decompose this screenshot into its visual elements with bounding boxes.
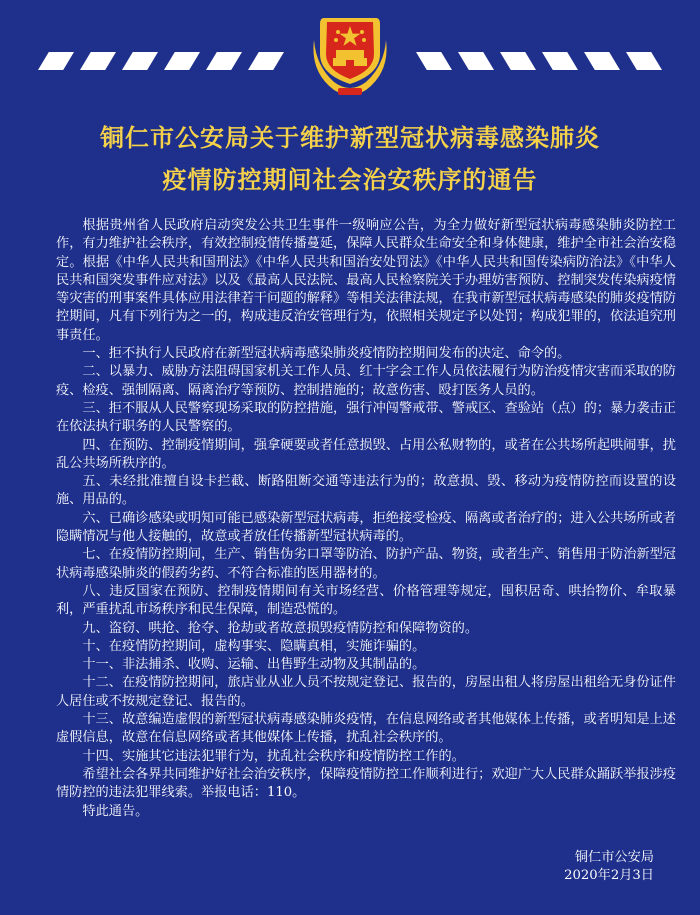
notice-paragraph: 六、已确诊感染或明知可能已感染新型冠状病毒，拒绝接受检疫、隔离或者治疗的；进入公共场所或者隐瞒情况与他人接触的，故意或者放任传播新型冠状病毒的。 bbox=[56, 510, 676, 545]
notice-paragraph: 五、未经批准擅自设卡拦截、断路阻断交通等违法行为的；故意损、毁、移动为疫情防控而设置的设施、用品的。 bbox=[56, 474, 676, 508]
notice-paragraph: 四、在预防、控制疫情期间，强拿硬要或者任意损毁、占用公私财物的，或者在公共场所起哄闹事，扰乱公共场所秩序的。 bbox=[56, 437, 676, 471]
notice-paragraph: 一、拒不执行人民政府在新型冠状病毒感染肺炎疫情防控期间发布的决定、命令的。 bbox=[82, 346, 571, 362]
notice-title-line2: 疫情防控期间社会治安秩序的通告 bbox=[162, 166, 538, 194]
chevron-wing-icon bbox=[38, 52, 74, 70]
notice-title-line1: 铜仁市公安局关于维护新型冠状病毒感染肺炎 bbox=[100, 124, 600, 152]
police-emblem-icon bbox=[300, 10, 400, 100]
chevron-wing-icon bbox=[164, 52, 200, 70]
notice-paragraph: 十、在疫情防控期间，虚构事实、隐瞒真相，实施诈骗的。 bbox=[82, 638, 426, 654]
chevron-wing-icon bbox=[542, 52, 578, 70]
notice-paragraph: 十三、故意编造虚假的新型冠状病毒感染肺炎疫情，在信息网络或者其他媒体上传播，或者明知是上述虚假信息，故意在信息网络或者其他媒体上传播，扰乱社会秩序的。 bbox=[56, 712, 676, 746]
notice-paragraph: 十一、非法捕杀、收购、运输、出售野生动物及其制品的。 bbox=[82, 657, 426, 673]
notice-body bbox=[56, 217, 676, 821]
chevron-wing-icon bbox=[458, 52, 494, 70]
notice-paragraph: 希望社会各界共同维护好社会治安秩序，保障疫情防控工作顺利进行；欢迎广大人民群众踊跃举报涉疫情防控的违法犯罪线索。举报电话：110。 bbox=[56, 766, 676, 801]
chevron-wing-icon bbox=[584, 52, 620, 70]
notice-paragraph: 七、在疫情防控期间，生产、销售伪劣口罩等防治、防护产品、物资，或者生产、销售用于防治新型冠状病毒感染肺炎的假药劣药、不符合标准的医用器材的。 bbox=[56, 547, 676, 581]
notice-paragraph: 十二、在疫情防控期间，旅店业从业人员不按规定登记、报告的，房屋出租人将房屋出租给无身份证件人居住或不按规定登记、报告的。 bbox=[56, 675, 676, 709]
notice-paragraph: 三、拒不服从人民警察现场采取的防控措施，强行冲闯警戒带、警戒区、查验站（点）的；暴力袭击正在依法执行职务的人民警察的。 bbox=[56, 400, 676, 435]
left-wing bbox=[38, 52, 284, 70]
chevron-wing-icon bbox=[248, 52, 284, 70]
chevron-wing-icon bbox=[416, 52, 452, 70]
chevron-wing-icon bbox=[500, 52, 536, 70]
notice-paragraph: 十四、实施其它违法犯罪行为，扰乱社会秩序和疫情防控工作的。 bbox=[82, 748, 465, 764]
chevron-wing-icon bbox=[206, 52, 242, 70]
notice-paragraph: 根据贵州省人民政府启动突发公共卫生事件一级响应公告，为全力做好新型冠状病毒感染肺炎防控工作，有力维护社会秩序，有效控制疫情传播蔓延，保障人民群众生命安全和身体健康，维护全市社会治安稳定。根据《中华人民共和国刑法》《中华人民共和国治安处罚法》《中华人民共和国传染病防治法》《中华人民共和国突发事件应对法》以及《最高人民法院、最高人民检察院关于办理妨害预防、控制突发传染病疫情等灾害的刑事案件具体应用法律若干问题的解释》等相关法律法规，在我市新型冠状病毒感染的肺炎疫情防控期间，凡有下列行为之一的，构成违反治安管理行为，依照相关规定予以处罚；构成犯罪的，依法追究刑事责任。 bbox=[56, 218, 676, 343]
notice-paragraph: 九、盗窃、哄抢、抢夺、抢劫或者故意损毁疫情防控和保障物资的。 bbox=[82, 620, 479, 636]
issue-date: 2020年2月3日 bbox=[564, 868, 654, 884]
issuer-name: 铜仁市公安局 bbox=[574, 850, 654, 865]
signature-block bbox=[564, 849, 654, 886]
chevron-wing-icon bbox=[80, 52, 116, 70]
notice-paragraph: 二、以暴力、威胁方法阻碍国家机关工作人员、红十字会工作人员依法履行为防治疫情灾害而采取的防疫、检疫、强制隔离、隔离治疗等预防、控制措施的；故意伤害、殴打医务人员的。 bbox=[56, 364, 676, 398]
notice-paragraph: 八、违反国家在预防、控制疫情期间有关市场经营、价格管理等规定，囤积居奇、哄抬物价、牟取暴利，严重扰乱市场秩序和民生保障，制造恐慌的。 bbox=[56, 583, 676, 618]
chevron-wing-icon bbox=[626, 52, 662, 70]
notice-paragraph: 特此通告。 bbox=[82, 803, 149, 819]
right-wing bbox=[416, 52, 662, 70]
chevron-wing-icon bbox=[122, 52, 158, 70]
